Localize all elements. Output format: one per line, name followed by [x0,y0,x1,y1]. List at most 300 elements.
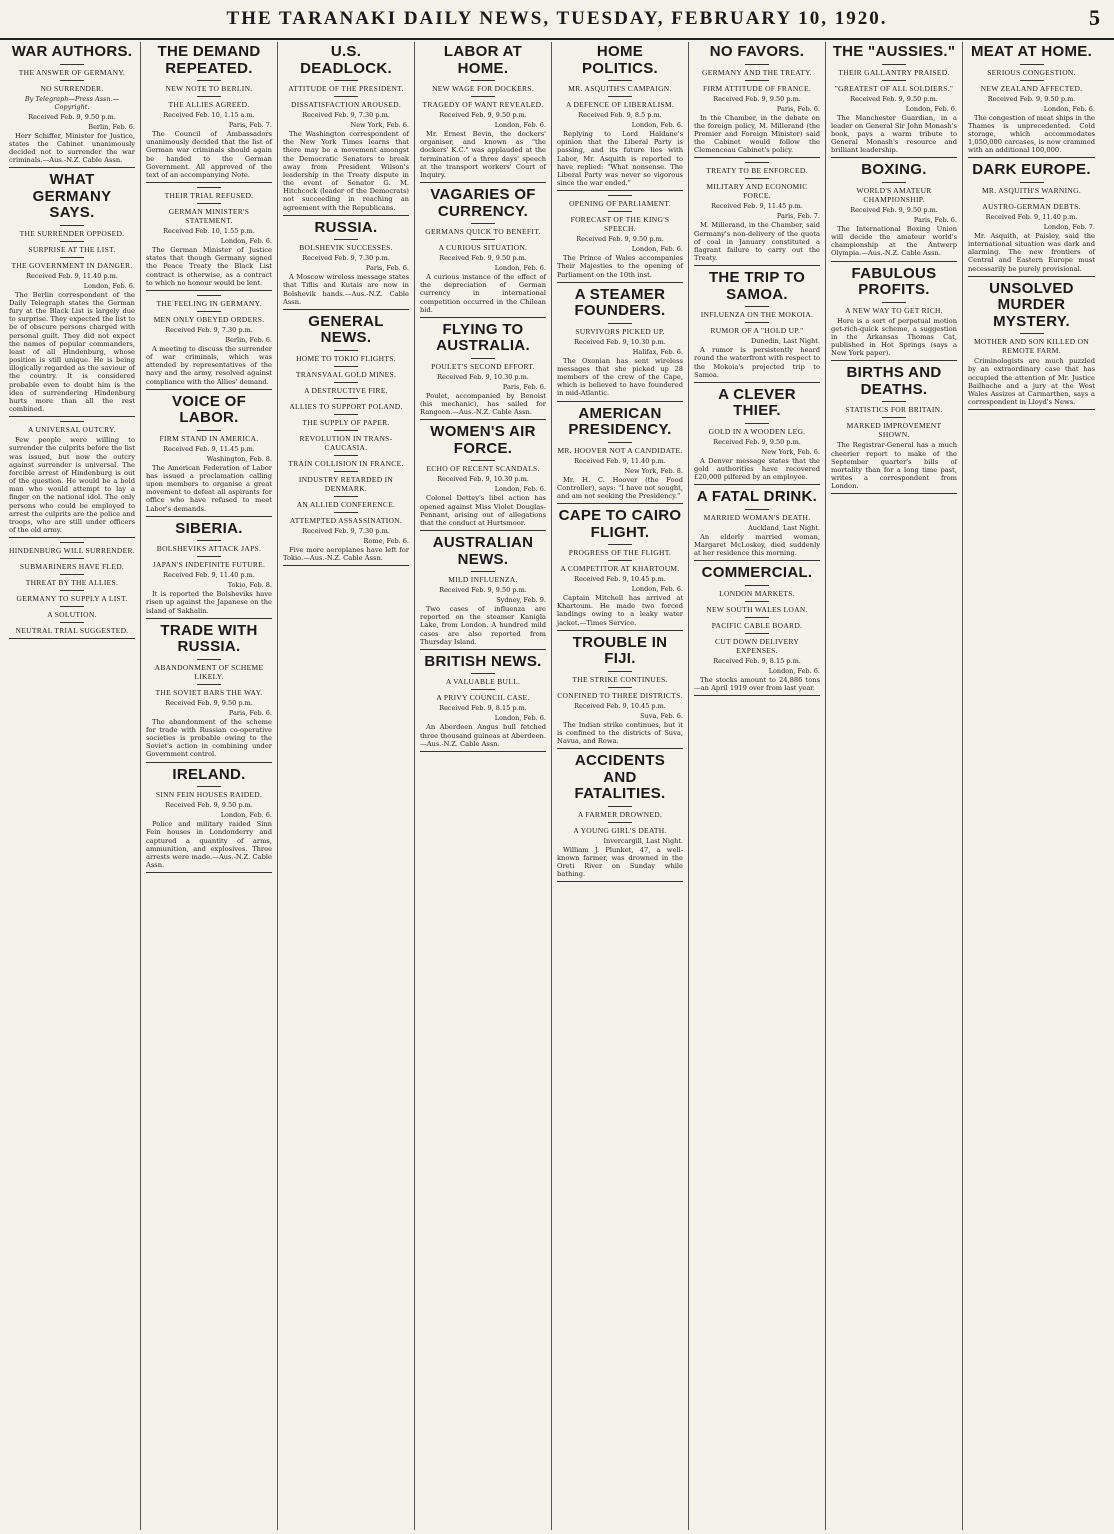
article [9,172,135,417]
article-paragraph: M. Millerand, in the Chamber, said Germany's non-delivery of the quota of coal in January constituted a flagrant failure to carry out the Treaty. [694,221,820,263]
article [968,281,1095,411]
divider [608,822,632,823]
divider [1020,182,1044,183]
article [557,44,683,191]
divider [882,182,906,183]
article-headline: SIBERIA. [175,519,243,537]
article-subhead: MILD INFLUENZA. [448,575,518,585]
article-headline: BOXING. [861,161,927,179]
received-time: Received Feb. 9, 8.5 p.m. [578,111,662,119]
article-subhead: BOLSHEVIKS ATTACK JAPS. [156,544,262,554]
divider [882,80,906,81]
article-subhead: THE SURRENDER OPPOSED. [19,228,125,238]
article-subhead: TRAIN COLLISION IN FRANCE. [288,458,404,468]
article-separator [831,157,957,158]
dateline-place: Dunedin, Last Night. [751,337,820,346]
article-subhead: TREATY TO BE ENFORCED. [706,166,808,176]
article [283,44,409,216]
received-time: Received Feb. 9, 11.40 p.m. [574,456,666,465]
received-time: Received Feb. 9, 10.30 p.m. [437,475,529,484]
dateline-place: London, Feb. 6. [494,485,546,494]
article [694,162,820,266]
dateline-place: Paris, Feb. 6. [228,708,272,717]
dateline-place: London, Feb. 6. [631,121,683,129]
divider [1020,64,1044,65]
divider [334,455,358,456]
article-separator [968,276,1095,277]
received-time: Received Feb. 9, 9.50 p.m. [28,112,116,121]
received-time: Received Feb. 9, 9.50 p.m. [850,205,938,214]
article [968,44,1095,158]
article-headline: LABOR AT HOME. [443,43,523,77]
divider [471,80,495,81]
received-time: Received Feb. 9, 11.40 p.m. [163,571,255,580]
article-subhead: RUMOR OF A "HOLD UP." [710,326,804,336]
article-separator [146,516,272,517]
divider [745,80,769,81]
divider [882,417,906,418]
article [557,406,683,505]
article [146,295,272,390]
dateline-place: London, Feb. 7. [1043,222,1095,231]
column-7 [826,42,963,1530]
divider [60,64,84,65]
article-subhead: ABANDONMENT OF SCHEME LIKELY. [154,662,264,681]
column-2 [141,42,278,1530]
article-headline: TRADE WITH RUSSIA. [160,621,258,656]
article-headline: FABULOUS PROFITS. [851,264,937,299]
article [831,162,957,261]
article-separator [831,360,957,361]
article [694,387,820,486]
article-subhead: A CURIOUS SITUATION. [438,243,528,253]
divider [334,471,358,472]
article-paragraph: Poulet, accompanied by Benoist (his mechanic), has sailed for Rangoon.—Aus.-N.Z. Cable Assn. [420,391,546,417]
article-separator [146,389,272,390]
article-separator [557,282,683,283]
divider [334,80,358,81]
article-separator [146,290,272,291]
divider [60,257,84,258]
divider [608,806,632,807]
divider [334,366,358,367]
divider [197,540,221,541]
article [557,635,683,750]
article-separator [831,261,957,262]
column-5 [552,42,689,1530]
received-time: Received Feb. 10, 1.55 p.m. [163,227,255,236]
article-headline: A FATAL DRINK. [696,488,818,506]
divider [608,211,632,212]
article-separator [968,157,1095,158]
divider [334,414,358,415]
article-paragraph: Criminologists are much puzzled by an extraordinary case that has occupied the attention of Mr. Justice Bailhache and a jury at the West Wales Assizes at Carmarthen, says a correspondent in Lloyd's News. [968,357,1095,407]
divider [745,178,769,179]
article-subhead: THE SUPPLY OF PAPER. [302,417,390,427]
article-subhead: THREAT BY THE ALLIES. [25,578,119,588]
divider [471,673,495,674]
dateline-place: Paris, Feb. 6. [776,104,820,113]
divider [745,633,769,634]
received-time: Received Feb. 9, 10.30 p.m. [574,337,666,346]
divider [745,509,769,510]
article-headline: GENERAL NEWS. [308,312,384,347]
article-headline: VOICE OF LABOR. [171,392,247,427]
divider [60,542,84,543]
divider [745,64,769,65]
article-subhead: AUSTRO-GERMAN DEBTS. [982,201,1081,211]
article [694,489,820,561]
article-subhead: HINDENBURG WILL SURRENDER. [9,546,135,556]
article-subhead: INFLUENZA ON THE MOKOIA. [700,310,814,320]
divider [197,187,221,188]
article-subhead: GERMANY AND THE TREATY. [702,67,812,77]
article-headline: AMERICAN PRESIDENCY. [568,404,672,439]
column-3 [278,42,415,1530]
article-subhead: TRAGEDY OF WANT REVEALED. [422,100,544,109]
article-headline: WAR AUTHORS. [11,43,133,60]
article-subhead: STATISTICS FOR BRITAIN. [845,405,943,415]
article-subhead: DISSATISFACTION AROUSED. [291,100,401,109]
article [146,187,272,291]
divider [745,162,769,163]
article-separator [557,190,683,191]
article-subhead: GOLD IN A WOODEN LEG. [708,426,806,436]
article-subhead: A NEW WAY TO GET RICH. [845,305,943,315]
dateline-place: Paris, Feb. 6. [365,264,409,273]
article [557,195,683,283]
article-separator [9,167,135,168]
divider [1020,198,1044,199]
article-subhead: CUT DOWN DELIVERY EXPENSES. [714,636,800,655]
article-headline: NO FAVORS. [709,43,805,60]
divider [608,442,632,443]
article-subhead: MARRIED WOMAN'S DEATH. [703,512,811,522]
article-subhead: THE STRIKE CONTINUES. [572,674,668,684]
divider [197,786,221,787]
column-4 [415,42,552,1530]
article-separator [420,751,546,752]
article-paragraph: Few people were willing to surrender the culprits before the list was issued, but now the outcry against surrender is universal. The forcible arrest of Hindenburg is out of the question. He would be a bold man who would attempt to lay a finger on the national idol. The only persons who could be employed to arrest the culprits are the police and troops, who are still under officers of the old army. [9,436,135,535]
divider [60,558,84,559]
divider [745,617,769,618]
divider [608,671,632,672]
article-subhead: SERIOUS CONGESTION. [987,67,1076,77]
divider [608,544,632,545]
article-subhead: THE GOVERNMENT IN DANGER. [11,260,133,270]
article-subhead: MILITARY AND ECONOMIC FORCE. [706,182,808,201]
received-time: Received Feb. 9, 9.50 p.m. [439,254,527,263]
received-time: Received Feb. 9, 9.50 p.m. [165,801,253,810]
article-subhead: ATTITUDE OF THE PRESIDENT. [288,84,404,93]
article-paragraph: Here is a sort of perpetual motion get-rich-quick scheme, a suggestion in the Arkansas Thomas Cat, published in Hot Springs (says a New York paper). [831,316,957,358]
article [283,314,409,566]
dateline-place: London, Feb. 6. [494,714,546,723]
article-subhead: THE SOVIET BARS THE WAY. [155,687,263,697]
article-separator [420,649,546,650]
received-time: Received Feb. 9, 9.50 p.m. [439,586,527,595]
dateline-place: Suva, Feb. 6. [640,711,683,720]
article [420,654,546,752]
divider [334,350,358,351]
article-subhead: MOTHER AND SON KILLED ON REMOTE FARM. [973,337,1090,356]
divider [471,571,495,572]
dateline-place: London, Feb. 6. [905,104,957,113]
article [420,535,546,650]
divider [334,239,358,240]
article-subhead: A DESTRUCTIVE FIRE. [304,385,388,395]
divider [60,606,84,607]
received-time: Received Feb. 9, 11.45 p.m. [711,202,803,211]
divider [745,601,769,602]
divider [60,241,84,242]
article-paragraph: The congestion of meat ships in the Thames is unprecedented. Cold storage, which accommodates 1,050,000 carcases, is now crammed with an additional 100,000. [968,113,1095,155]
article-paragraph: A curious instance of the effect of the depreciation of German currency in international competition occurred in the Chilean bid. [420,273,546,314]
article-separator [420,530,546,531]
article-headline: MEAT AT HOME. [970,43,1093,60]
dateline-place: Paris, Feb. 7. [776,212,820,221]
article-subhead: SURVIVORS PICKED UP. [575,326,665,336]
divider [334,96,358,97]
divider [1020,333,1044,334]
received-time: Received Feb. 9, 9.50 p.m. [439,111,527,119]
article-separator [694,484,820,485]
dateline-place: London, Feb. 6. [220,237,272,246]
article-subhead: THEIR GALLANTRY PRAISED. [838,67,950,77]
divider [471,358,495,359]
article-subhead: A YOUNG GIRL'S DEATH. [573,825,667,835]
divider [745,585,769,586]
dateline-place: Rome, Feb. 6. [363,536,409,545]
divider [197,311,221,312]
received-time: Received Feb. 9, 7.30 p.m. [302,526,390,535]
article-subhead: GERMAN MINISTER'S STATEMENT. [168,207,250,226]
divider [471,689,495,690]
divider [197,556,221,557]
divider [745,306,769,307]
article-paragraph: The Berlin correspondent of the Daily Telegraph states the German fury at the Black List is largely due to surprise. They expected the list to be of obscure persons charged with personal guilt. They did not expect the names of popular commanders, least of all Hindenburg, whose position is still unique. He is being illogically regarded as the saviour of the country. It is considered probable even to doubt him is the idea of surrendering Hindenburg hurts more than all the rest combined. [9,290,135,414]
received-time: Received Feb. 9, 9.50 p.m. [850,94,938,103]
article [146,521,272,619]
divider [608,323,632,324]
divider [334,430,358,431]
dateline-place: Paris, Feb. 7. [228,121,272,129]
article-subhead: LONDON MARKETS. [719,588,795,598]
article [420,322,546,421]
article-paragraph: Mr. H. C. Hoover (the Food Controller), says: "I have not sought, and am not seeking the Presidency." [557,475,683,500]
article [9,44,135,168]
article-subhead: A FARMER DROWNED. [577,809,663,819]
article-subhead: NO SURRENDER. [40,83,104,93]
article [9,542,135,639]
received-time: Received Feb. 9, 9.50 p.m. [987,94,1076,103]
article-subhead: PROGRESS OF THE FLIGHT. [568,548,672,558]
article-paragraph: A Moscow wireless message states that Tiflis and Kutais are now in Bolshevik hands.—Aus.-N.Z. Cable Assn. [283,273,409,306]
received-time: Received Feb. 9, 8.15 p.m. [439,704,527,713]
article-headline: BRITISH NEWS. [424,652,542,670]
article-paragraph: Police and military raided Sinn Fein houses in Londonderry and captured a quantity of arms, ammunition, and explosives. Three arrests were made.—Aus.-N.Z. Cable Assn. [146,820,272,870]
dateline-place: New York, Feb. 6. [350,121,409,129]
article-subhead: THE ANSWER OF GERMANY. [18,67,126,77]
article-headline: U.S. DEADLOCK. [300,43,392,77]
article-separator [420,419,546,420]
newspaper-columns [4,42,1110,1530]
article-headline: BIRTHS AND DEATHS. [846,364,942,398]
dateline-place: London, Feb. 6. [220,811,272,820]
article [146,44,272,183]
article-paragraph: A meeting to discuss the surrender of war criminals, which was attended by representatives of the navy and the army, resolved against compliance with the Allies' demand. [146,344,272,386]
article-separator [420,317,546,318]
article-subhead: REVOLUTION IN TRANS-CAUCASIA. [299,433,393,452]
article-separator [146,872,272,873]
article-subhead: TRANSVAAL GOLD MINES. [295,369,397,379]
article-paragraph: Herr Schiffer, Minister for Justice, states the Cabinet unanimously decided not to surrender the war criminals.—Aus.-N.Z. Cable Assn. [9,131,135,165]
received-time: Received Feb. 9, 9.50 p.m. [713,437,801,446]
article-headline: RUSSIA. [314,218,378,236]
article-headline: DARK EUROPE. [972,161,1091,179]
article-subhead: A UNIVERSAL OUTCRY. [27,425,116,435]
received-time: Received Feb. 9, 11.40 p.m. [985,212,1078,221]
article-subhead: A SOLUTION. [47,610,97,620]
article [968,162,1095,276]
article-headline: THE "AUSSIES." [832,43,956,60]
divider [60,225,84,226]
dateline-place: London, Feb. 6. [1043,104,1095,113]
received-time: Received Feb. 9, 9.50 p.m. [165,698,253,707]
article-paragraph: An elderly married woman, Margaret McLoskey, died suddenly at her residence this morning. [694,532,820,558]
newspaper-title: THE TARANAKI DAILY NEWS, TUESDAY, FEBRUARY 10, 1920. [226,8,888,29]
article-paragraph: Replying to Lord Haldane's opinion that the Liberal Party is passing, and its future lies with Labor, Mr. Asquith is reported to have replied: "What nonsense. The Liberal Party was never so vigorous since the war ended." [557,130,683,188]
article-subhead: MR. ASQUITH'S CAMPAIGN. [568,84,672,93]
divider [882,64,906,65]
divider [1020,80,1044,81]
article-subhead: SUBMARINERS HAVE FLED. [19,562,125,572]
article-headline: CAPE TO CAIRO FLIGHT. [558,507,682,541]
divider [882,401,906,402]
dateline-place: Paris, Feb. 6. [502,382,546,391]
article-separator [146,618,272,619]
article-subhead: THE ALLIES AGREED. [168,100,250,109]
article-subhead: NEW NOTE TO BERLIN. [165,84,253,93]
divider [334,398,358,399]
article [146,394,272,517]
article-separator [557,881,683,882]
article-paragraph: Colonel Dettey's libel action has opened against Miss Violet Douglas-Pennant, arising out of allegations that the conduct at Hurtsmoor. [420,494,546,527]
received-time: Received Feb. 9, 10.30 p.m. [437,372,529,381]
article-separator [694,695,820,696]
column-8 [963,42,1100,1530]
article-subhead: INDUSTRY RETARDED IN DENMARK. [298,474,394,493]
dateline-place: London, Feb. 6. [631,585,683,594]
article-headline: WHAT GERMANY SAYS. [32,171,112,222]
article-subhead: WORLD'S AMATEUR CHAMPIONSHIP. [856,185,932,204]
received-time: Received Feb. 9, 7.30 p.m. [165,325,253,334]
divider [882,302,906,303]
article-paragraph: Captain Mitchell has arrived at Khartoum. He made two forced landings owing to a leaky water jacket.—Times Service. [557,594,683,627]
dateline-place: London, Feb. 6. [494,121,546,129]
article-paragraph: The stocks amount to 24,886 tons—an April 1919 over from last year. [694,675,820,693]
article-subhead: CONFINED TO THREE DISTRICTS. [557,690,683,700]
dateline-place: Auckland, Last Night. [748,523,820,532]
dateline-place: London, Feb. 6. [83,281,135,290]
article-subhead: A COMPETITOR AT KHARTOUM. [560,564,680,574]
article-paragraph: It is reported the Bolsheviks have risen up against the Japanese on the island of Sakhalin. [146,590,272,615]
article-paragraph: The German Minister of Justice states that though Germany signed the Peace Treaty the Black List contract is otherwise, as a contract to which no honour would be lent. [146,246,272,287]
article-headline: FLYING TO AUSTRALIA. [436,320,530,355]
article [420,187,546,318]
article-subhead: FIRM STAND IN AMERICA. [159,433,259,443]
column-1 [4,42,141,1530]
article-paragraph: The Washington correspondent of the New York Times learns that there may be a movement amongst the Democratic Senators to break away from President Wilson's leadership in the Treaty dispute in the event of Senator G. M. Hitchcock (leader of the Democrats) not succeeding in reaching an agreement with the Republicans. [283,130,409,212]
divider [60,574,84,575]
article-headline: AUSTRALIAN NEWS. [432,534,534,568]
article-separator [694,265,820,266]
article-paragraph: The Prince of Wales accompanies Their Majesties to the opening of Parliament on the 10th inst. [557,254,683,279]
article-paragraph: Five more aeroplanes have left for Tokio.—Aus.-N.Z. Cable Assn. [283,545,409,563]
article-headline: HOME POLITICS. [581,43,659,77]
divider [471,223,495,224]
article-separator [557,503,683,504]
article-subhead: GERMANS QUICK TO BENEFIT. [425,227,541,237]
dateline-place: Washington, Feb. 8. [206,454,272,463]
dateline-place: New York, Feb. 6. [761,447,820,456]
dateline-place: London, Feb. 6. [768,666,820,675]
article-subhead: BOLSHEVIK SUCCESSES. [299,243,393,253]
received-time: Received Feb. 9, 10.45 p.m. [574,575,666,584]
press-credit: By Telegraph—Press Assn.—Copyright. [24,94,120,111]
dateline-place: Halifax, Feb. 6. [632,347,683,356]
article-headline: TROUBLE IN FIJI. [572,633,668,668]
article-subhead: SINN FEIN HOUSES RAIDED. [155,790,263,800]
received-time: Received Feb. 9, 9.50 p.m. [576,235,664,244]
divider [334,382,358,383]
article-paragraph: The abandonment of the scheme for trade with Russian co-operative societies is probable owing to the Soviet's action in combining under Government control. [146,717,272,759]
divider [197,430,221,431]
article-separator [9,638,135,639]
article-separator [557,748,683,749]
article-paragraph: Mr. Ernest Bevin, the dockers' organiser, and known as "the dockers' K.C." was applauded at the termination of a three days' speech at the transport workers' Court of Inquiry. [420,130,546,179]
article [146,623,272,763]
article-headline: THE TRIP TO SAMOA. [708,269,806,303]
article-separator [9,537,135,538]
article-subhead: NEW ZEALAND AFFECTED. [980,83,1083,93]
divider [608,687,632,688]
article-subhead: MEN ONLY OBEYED ORDERS. [153,314,265,324]
article-paragraph: The Oxonian has sent wireless messages that she picked up 28 members of the crew of the Cape, which is believed to have foundered in mid-Atlantic. [557,356,683,398]
article-subhead: THE FEELING IN GERMANY. [156,298,262,308]
received-time: Received Feb. 9, 8.15 p.m. [713,656,801,665]
article [420,44,546,183]
received-time: Received Feb. 9, 7.30 p.m. [302,111,390,119]
article-separator [146,182,272,183]
article-separator [283,565,409,566]
received-time: Received Feb. 9, 10.45 p.m. [574,701,666,710]
divider [608,560,632,561]
divider [197,203,221,204]
dateline-place: London, Feb. 6. [631,245,683,254]
article-separator [146,762,272,763]
divider [471,460,495,461]
divider [60,421,84,422]
article-subhead: FORECAST OF THE KING'S SPEECH. [570,215,670,234]
article-paragraph: The International Boxing Union will decide the amateur world's championship at the Antwerp Olympia.—Aus.-N.Z. Cable Assn. [831,224,957,258]
article-paragraph: The Council of Ambassadors unanimously decided that the list of German war criminals should again be handed to the German Government. All approved of the text of an accompanying Note. [146,130,272,179]
article-headline: VAGARIES OF CURRENCY. [430,186,536,220]
article [146,767,272,874]
article [557,508,683,631]
article-subhead: THEIR TRIAL REFUSED. [164,191,254,201]
article-paragraph: An Aberdeen Angus bull fetched three thousand guineas at Aberdeen.—Aus.-N.Z. Cable Assn. [420,723,546,748]
